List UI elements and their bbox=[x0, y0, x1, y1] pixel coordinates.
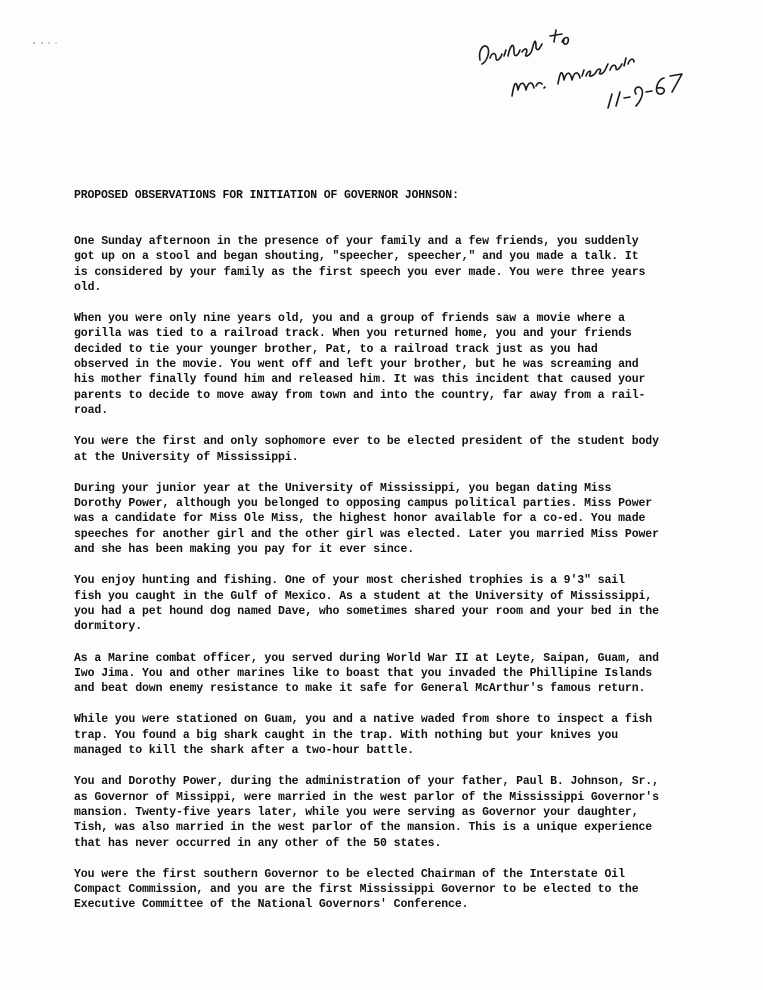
paragraph-railroad-incident: When you were only nine years old, you and a group of friends saw a movie where a gorilla was tied to a railroad track. When you returned home, you and your friends decided to tie your younger brother, Pat, to a railroad track just as you had observed in the movie. You went off and left your brother, but he was screaming and his mother finally found him and released him. It was this incident that caused your parents to decide to move away from town and into the country, far away from a rail- road. bbox=[74, 312, 646, 417]
paragraph-first-speech: One Sunday afternoon in the presence of your family and a few friends, you suddenly got up on a stool and began shouting, "speecher, speecher," and you made a talk. It is considered by your family as the first speech you ever made. You were three years old. bbox=[74, 235, 646, 294]
scan-specks bbox=[30, 40, 70, 46]
paragraph-interstate-oil: You were the first southern Governor to be elected Chairman of the Interstate Oil Compact Commission, and you are the first Mississippi Governor to be elected to the Executive Committee of the National Governors' Conference. bbox=[74, 867, 639, 912]
document-body bbox=[74, 234, 734, 929]
handwritten-annotation bbox=[470, 12, 710, 112]
paragraph-west-parlor: You and Dorothy Power, during the administration of your father, Paul B. Johnson, Sr., as Governor of Missippi, were married in the west parlor of the Mississippi Governor's mansion. Twenty-five years later, while you were serving as Governor your daughter, Tish, was also married in the west parlor of the mansion. This is a unique experience that has never occurred in any other of the 50 states. bbox=[74, 775, 659, 850]
paragraph-shark-battle: While you were stationed on Guam, you and a native waded from shore to inspect a fish trap. You found a big shark caught in the trap. With nothing but your knives you managed to kill the shark after a two-hour battle. bbox=[74, 713, 653, 758]
paragraph-dorothy-power: During your junior year at the University of Mississippi, you began dating Miss Dorothy Power, although you belonged to opposing campus political parties. Miss Power was a candidate for Miss Ole Miss, the highest honor available for a co-ed. You made speeches for another girl and the other girl was elected. Later you married Miss Power and she has been making you pay for it ever since. bbox=[74, 481, 659, 557]
paragraph-marine-officer: As a Marine combat officer, you served during World War II at Leyte, Saipan, Guam, and Iwo Jima. You and other marines like to boast that you invaded the Phillipine Islands and beat down enemy resistance to make it safe for General McArthur's famous return. bbox=[74, 651, 659, 696]
paragraph-hunting-fishing: You enjoy hunting and fishing. One of your most cherished trophies is a 9'3" sail fish you caught in the Gulf of Mexico. As a student at the University of Mississippi, you had a pet hound dog named Dave, who sometimes shared your room and your bed in the dormitory. bbox=[74, 574, 659, 634]
document-heading: PROPOSED OBSERVATIONS FOR INITIATION OF GOVERNOR JOHNSON: bbox=[74, 189, 459, 202]
paragraph-student-president: You were the first and only sophomore ever to be elected president of the student body at the University of Mississippi. bbox=[74, 435, 659, 464]
